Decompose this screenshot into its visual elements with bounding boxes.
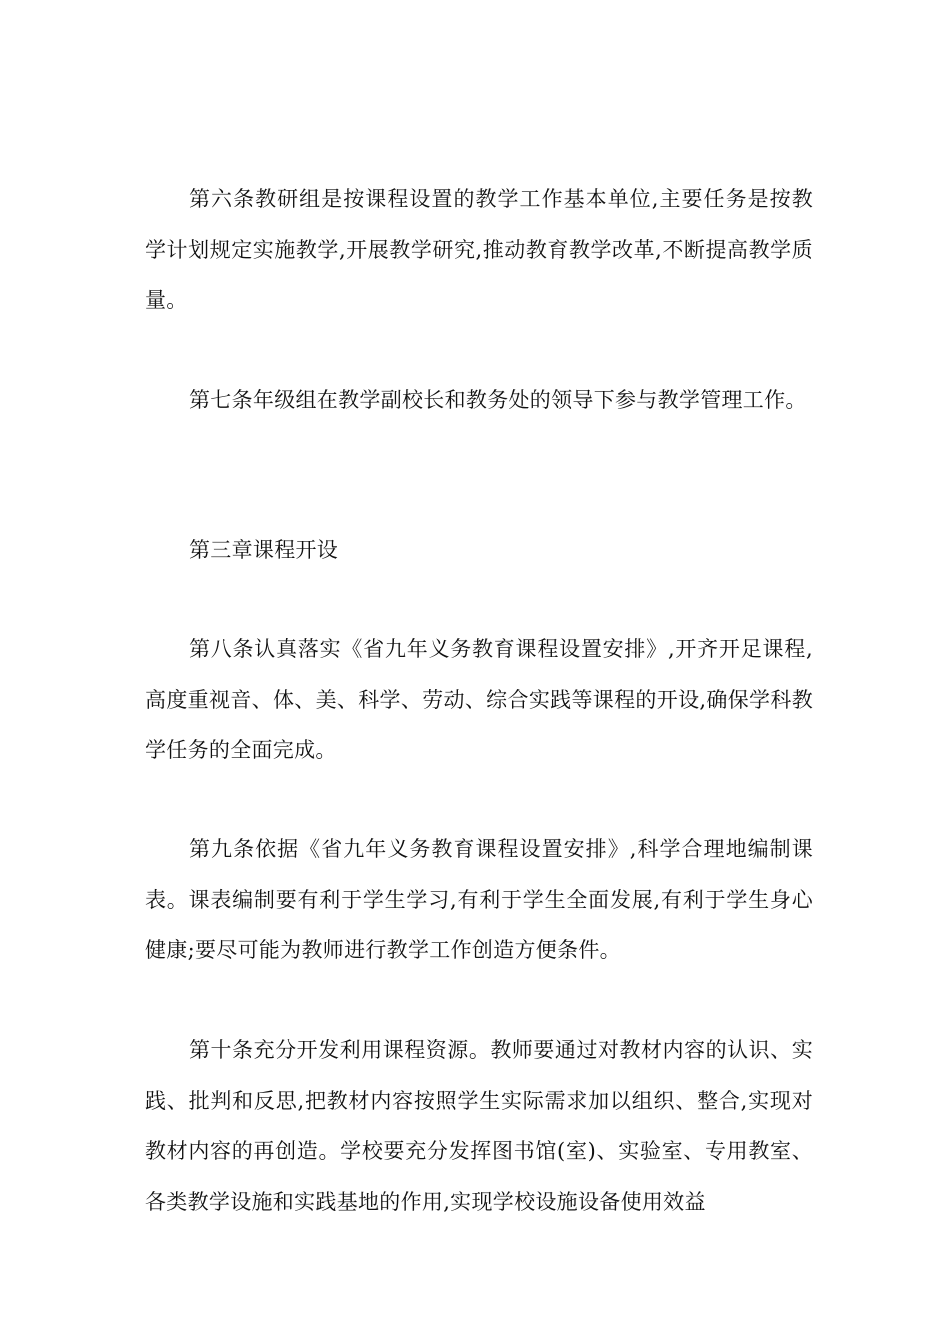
article-9-paragraph: 第九条依据《省九年义务教育课程设置安排》,科学合理地编制课表。课表编制要有利于学生学习,有利于学生全面发展,有利于学生身心健康;要尽可能为教师进行教学工作创造方便条件。	[145, 837, 813, 962]
article-8-paragraph: 第八条认真落实《省九年义务教育课程设置安排》,开齐开足课程,高度重视音、体、美、科学、劳动、综合实践等课程的开设,确保学科教学任务的全面完成。	[145, 637, 813, 762]
article-10-paragraph: 第十条充分开发利用课程资源。教师要通过对教材内容的认识、实践、批判和反思,把教材内容按照学生实际需求加以组织、整合,实现对教材内容的再创造。学校要充分发挥图书馆(室)、实验室、专用教室、各类教学设施和实践基地的作用,实现学校设施设备使用效益	[145, 1038, 813, 1214]
article-7-paragraph: 第七条年级组在教学副校长和教务处的领导下参与教学管理工作。	[189, 388, 807, 412]
article-6-paragraph: 第六条教研组是按课程设置的教学工作基本单位,主要任务是按教学计划规定实施教学,开展教学研究,推动教育教学改革,不断提高教学质量。	[145, 187, 813, 312]
chapter-3-heading: 第三章课程开设	[189, 538, 339, 562]
